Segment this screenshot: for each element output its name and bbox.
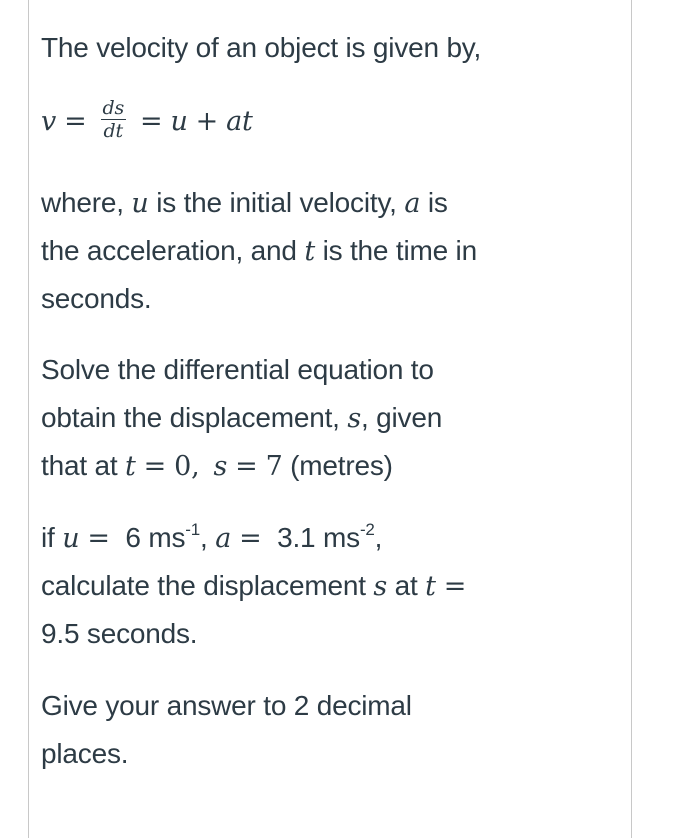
text: 3.1 ms — [269, 522, 360, 553]
value-seven: 7 — [265, 451, 283, 482]
text: (metres) — [282, 450, 393, 481]
equals-sign: = — [443, 571, 467, 602]
instruction-line-1 — [41, 692, 412, 720]
equals-sign: = — [64, 105, 87, 137]
text: where, — [41, 187, 132, 218]
given-line-3 — [41, 620, 197, 648]
solve-line-3 — [41, 452, 393, 480]
var-u: u — [170, 105, 188, 137]
text: places. — [41, 738, 129, 769]
var-s: s — [347, 403, 361, 434]
given-line-1 — [41, 520, 383, 554]
where-line-1 — [41, 189, 448, 217]
equals-sign: = — [87, 523, 110, 554]
equals-sign: = — [235, 451, 258, 482]
exponent: -1 — [185, 520, 201, 539]
equals-sign: = — [140, 105, 163, 137]
text: Solve the differential equation to — [41, 354, 434, 385]
instruction-line-2 — [41, 740, 128, 768]
var-s: s — [213, 451, 228, 482]
fraction-denominator: dt — [103, 120, 123, 142]
var-t: t — [304, 236, 315, 267]
var-u: u — [62, 523, 80, 554]
text: calculate the displacement — [41, 570, 374, 601]
var-s: s — [373, 571, 388, 602]
text: 9.5 seconds. — [41, 618, 198, 649]
term-at: at — [226, 105, 253, 137]
text: the acceleration, and — [41, 235, 305, 266]
solve-line-2 — [41, 404, 442, 432]
text: is the initial velocity, — [148, 187, 405, 218]
text: is the time in — [315, 235, 477, 266]
var-u: u — [131, 188, 149, 219]
var-a: a — [215, 523, 232, 554]
equals-sign: = — [239, 523, 262, 554]
var-t: t — [425, 571, 436, 602]
given-line-2 — [41, 572, 474, 600]
text: that at — [41, 450, 126, 481]
equals-sign: = — [143, 451, 167, 482]
where-line-2 — [41, 237, 477, 265]
var-v: v — [41, 105, 57, 137]
text: Give your answer to 2 decimal — [41, 690, 412, 721]
value-zero: 0, — [174, 451, 200, 482]
text: , — [200, 522, 216, 553]
text: if — [41, 522, 63, 553]
intro-line — [41, 34, 481, 62]
var-a: a — [404, 188, 421, 219]
text: , — [374, 522, 383, 553]
text: is — [420, 187, 448, 218]
text: 6 ms — [117, 522, 186, 553]
var-t: t — [125, 451, 136, 482]
text: obtain the displacement, — [41, 402, 348, 433]
ds-dt-fraction — [101, 97, 127, 142]
text: at — [387, 570, 426, 601]
text: , given — [360, 402, 443, 433]
fraction-numerator: ds — [102, 97, 125, 119]
text: seconds. — [41, 283, 152, 314]
exponent: -2 — [359, 520, 375, 539]
intro-text: The velocity of an object is given by, — [41, 32, 482, 63]
where-line-3 — [41, 285, 151, 313]
plus-sign: + — [195, 105, 219, 137]
solve-line-1 — [41, 356, 434, 384]
velocity-equation — [41, 97, 253, 145]
